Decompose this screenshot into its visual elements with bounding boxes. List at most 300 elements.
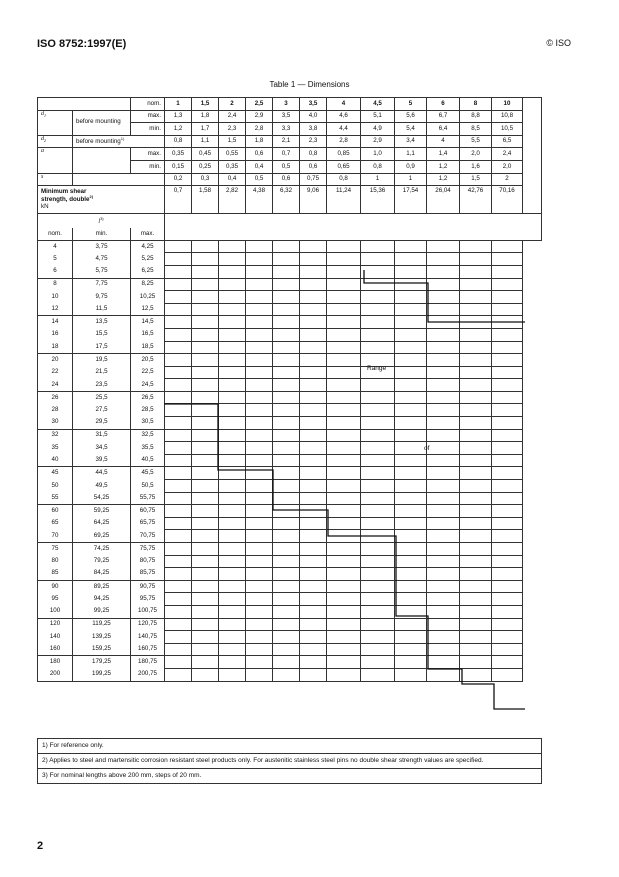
blank-right bbox=[523, 580, 542, 593]
range-cell bbox=[460, 316, 492, 329]
length-max: 200,75 bbox=[131, 668, 165, 681]
range-cell bbox=[300, 480, 327, 493]
symbol-d2: $d_2$ bbox=[38, 135, 73, 148]
range-cell bbox=[273, 341, 300, 354]
range-cell bbox=[300, 354, 327, 367]
blank-right bbox=[523, 656, 542, 669]
d1-max-value: 2,9 bbox=[246, 110, 273, 123]
range-cell bbox=[460, 429, 492, 442]
a-blank bbox=[73, 148, 131, 173]
range-cell bbox=[219, 404, 246, 417]
d2-value: 5,5 bbox=[460, 135, 492, 148]
range-cell bbox=[361, 379, 395, 392]
region-label-range: Range bbox=[367, 365, 387, 372]
d2-value: 1,1 bbox=[192, 135, 219, 148]
range-cell bbox=[395, 303, 427, 316]
range-cell bbox=[395, 454, 427, 467]
length-nom: 30 bbox=[38, 417, 73, 430]
d1-min-value: 5,4 bbox=[395, 123, 427, 136]
range-cell bbox=[327, 480, 361, 493]
a-max-label: max. bbox=[131, 148, 165, 161]
d2-value: 4 bbox=[427, 135, 460, 148]
range-cell bbox=[460, 555, 492, 568]
range-cell bbox=[361, 631, 395, 644]
shear-label-2: strength, double bbox=[41, 196, 90, 204]
length-nom: 28 bbox=[38, 404, 73, 417]
range-cell bbox=[246, 605, 273, 618]
nominal-diameter: 10 bbox=[492, 98, 523, 111]
range-cell bbox=[361, 505, 395, 518]
row-shear bbox=[38, 186, 542, 214]
range-cell bbox=[460, 631, 492, 644]
length-max: 90,75 bbox=[131, 580, 165, 593]
length-nom: 100 bbox=[38, 605, 73, 618]
length-nom: 18 bbox=[38, 341, 73, 354]
d1-max-label: max. bbox=[131, 110, 165, 123]
range-cell bbox=[300, 265, 327, 278]
row-d2 bbox=[38, 135, 542, 148]
range-cell bbox=[300, 291, 327, 304]
length-nom: 4 bbox=[38, 240, 73, 253]
shear-value: 0,7 bbox=[165, 186, 192, 214]
d2-value: 6,5 bbox=[492, 135, 523, 148]
length-nom: 70 bbox=[38, 530, 73, 543]
range-cell bbox=[219, 668, 246, 681]
range-cell bbox=[165, 505, 192, 518]
range-cell bbox=[427, 391, 460, 404]
a-max-value: 0,7 bbox=[273, 148, 300, 161]
a-min-value: 2,0 bbox=[492, 160, 523, 173]
shear-value: 17,54 bbox=[395, 186, 427, 214]
d1-min-value: 10,5 bbox=[492, 123, 523, 136]
range-cell bbox=[492, 530, 523, 543]
blank-right bbox=[523, 240, 542, 253]
d1-min-value: 2,8 bbox=[246, 123, 273, 136]
range-cell bbox=[327, 530, 361, 543]
range-cell bbox=[427, 656, 460, 669]
a-max-value: 1,0 bbox=[361, 148, 395, 161]
blank-right bbox=[523, 517, 542, 530]
range-cell bbox=[492, 605, 523, 618]
range-cell bbox=[300, 643, 327, 656]
range-cell bbox=[300, 530, 327, 543]
s-value: 1 bbox=[395, 173, 427, 186]
range-cell bbox=[427, 429, 460, 442]
length-row bbox=[38, 454, 542, 467]
range-cell bbox=[492, 593, 523, 606]
blank-right bbox=[523, 643, 542, 656]
range-cell bbox=[427, 454, 460, 467]
blank-right bbox=[523, 618, 542, 631]
nom-label: nom. bbox=[131, 98, 165, 111]
range-cell bbox=[246, 278, 273, 291]
range-cell bbox=[460, 265, 492, 278]
range-cell bbox=[246, 354, 273, 367]
range-cell bbox=[273, 316, 300, 329]
range-cell bbox=[460, 442, 492, 455]
range-cell bbox=[165, 391, 192, 404]
length-nom: 6 bbox=[38, 265, 73, 278]
range-cell bbox=[361, 291, 395, 304]
range-cell bbox=[192, 278, 219, 291]
length-row bbox=[38, 278, 542, 291]
length-row bbox=[38, 580, 542, 593]
range-cell bbox=[165, 656, 192, 669]
range-cell bbox=[492, 643, 523, 656]
blank-right bbox=[523, 303, 542, 316]
range-cell bbox=[361, 668, 395, 681]
s-value: 0,5 bbox=[246, 173, 273, 186]
range-cell bbox=[273, 467, 300, 480]
d1-min-value: 4,4 bbox=[327, 123, 361, 136]
d2-value: 2,9 bbox=[361, 135, 395, 148]
range-cell bbox=[395, 391, 427, 404]
range-cell bbox=[300, 278, 327, 291]
blank-right bbox=[523, 568, 542, 581]
range-cell bbox=[246, 328, 273, 341]
range-cell bbox=[395, 643, 427, 656]
range-cell bbox=[300, 555, 327, 568]
range-cell bbox=[300, 391, 327, 404]
s-value: 0,2 bbox=[165, 173, 192, 186]
length-min: 119,25 bbox=[73, 618, 131, 631]
length-max: 70,75 bbox=[131, 530, 165, 543]
range-cell bbox=[165, 643, 192, 656]
d1-max-value: 3,5 bbox=[273, 110, 300, 123]
range-cell bbox=[219, 593, 246, 606]
range-cell bbox=[492, 354, 523, 367]
range-cell bbox=[361, 480, 395, 493]
length-min: 7,75 bbox=[73, 278, 131, 291]
d1-max-value: 5,6 bbox=[395, 110, 427, 123]
range-cell bbox=[246, 265, 273, 278]
s-value: 0,8 bbox=[327, 173, 361, 186]
length-max: 18,5 bbox=[131, 341, 165, 354]
range-cell bbox=[192, 505, 219, 518]
length-max: 5,25 bbox=[131, 253, 165, 266]
length-min: 64,25 bbox=[73, 517, 131, 530]
length-row bbox=[38, 605, 542, 618]
range-cell bbox=[327, 618, 361, 631]
shear-value: 26,04 bbox=[427, 186, 460, 214]
row-d1-max bbox=[38, 110, 542, 123]
nominal-diameter: 8 bbox=[460, 98, 492, 111]
length-max: 35,5 bbox=[131, 442, 165, 455]
range-cell bbox=[165, 417, 192, 430]
range-cell bbox=[165, 454, 192, 467]
range-cell bbox=[492, 517, 523, 530]
length-row bbox=[38, 391, 542, 404]
blank-right bbox=[523, 492, 542, 505]
length-max: 20,5 bbox=[131, 354, 165, 367]
range-cell bbox=[395, 253, 427, 266]
range-cell bbox=[460, 593, 492, 606]
range-cell bbox=[219, 303, 246, 316]
range-cell bbox=[395, 341, 427, 354]
length-row bbox=[38, 366, 542, 379]
range-cell bbox=[219, 379, 246, 392]
range-cell bbox=[273, 240, 300, 253]
nominal-diameter: 4,5 bbox=[361, 98, 395, 111]
row-length-head bbox=[38, 214, 542, 229]
range-cell bbox=[273, 328, 300, 341]
range-cell bbox=[492, 505, 523, 518]
range-cell bbox=[273, 253, 300, 266]
range-cell bbox=[192, 593, 219, 606]
blank-right bbox=[523, 278, 542, 291]
length-min: 17,5 bbox=[73, 341, 131, 354]
range-cell bbox=[427, 580, 460, 593]
range-cell bbox=[395, 543, 427, 556]
a-min-value: 0,4 bbox=[246, 160, 273, 173]
range-cell bbox=[327, 656, 361, 669]
range-cell bbox=[460, 341, 492, 354]
blank-right bbox=[523, 253, 542, 266]
range-cell bbox=[273, 593, 300, 606]
blank-right bbox=[523, 480, 542, 493]
range-cell bbox=[492, 429, 523, 442]
length-nom: 45 bbox=[38, 467, 73, 480]
nominal-diameter: 2,5 bbox=[246, 98, 273, 111]
blank-right bbox=[523, 631, 542, 644]
a-min-label: min. bbox=[131, 160, 165, 173]
range-cell bbox=[246, 240, 273, 253]
blank-right bbox=[523, 505, 542, 518]
length-max: 75,75 bbox=[131, 543, 165, 556]
range-cell bbox=[219, 643, 246, 656]
footnote-1: 1) For reference only. bbox=[37, 738, 542, 754]
length-min: 31,5 bbox=[73, 429, 131, 442]
length-max: 22,5 bbox=[131, 366, 165, 379]
range-cell bbox=[492, 417, 523, 430]
length-min: 74,25 bbox=[73, 543, 131, 556]
range-cell bbox=[395, 467, 427, 480]
a-min-value: 0,15 bbox=[165, 160, 192, 173]
length-min: 49,5 bbox=[73, 480, 131, 493]
length-nom: 8 bbox=[38, 278, 73, 291]
blank-right bbox=[523, 265, 542, 278]
range-cell bbox=[361, 543, 395, 556]
length-max: 4,25 bbox=[131, 240, 165, 253]
symbol-s: s bbox=[38, 173, 73, 186]
range-cell bbox=[273, 291, 300, 304]
range-cell bbox=[395, 429, 427, 442]
range-cell bbox=[165, 253, 192, 266]
blank-right bbox=[523, 467, 542, 480]
range-cell bbox=[460, 454, 492, 467]
range-cell bbox=[300, 303, 327, 316]
range-cell bbox=[192, 303, 219, 316]
range-cell bbox=[361, 656, 395, 669]
d2-value: 1,5 bbox=[219, 135, 246, 148]
range-cell bbox=[165, 480, 192, 493]
range-cell bbox=[165, 278, 192, 291]
a-max-value: 1,4 bbox=[427, 148, 460, 161]
range-cell bbox=[427, 278, 460, 291]
length-row bbox=[38, 568, 542, 581]
row-a-max bbox=[38, 148, 542, 161]
range-cell bbox=[219, 480, 246, 493]
range-cell bbox=[300, 631, 327, 644]
length-row bbox=[38, 492, 542, 505]
range-cell bbox=[246, 568, 273, 581]
range-cell bbox=[427, 253, 460, 266]
length-row bbox=[38, 253, 542, 266]
range-cell bbox=[192, 656, 219, 669]
length-row bbox=[38, 593, 542, 606]
a-min-value: 0,8 bbox=[361, 160, 395, 173]
range-cell bbox=[395, 278, 427, 291]
range-cell bbox=[427, 417, 460, 430]
range-cell bbox=[219, 618, 246, 631]
length-max: 55,75 bbox=[131, 492, 165, 505]
table-caption: Table 1 — Dimensions bbox=[269, 80, 350, 89]
range-cell bbox=[300, 366, 327, 379]
range-cell bbox=[165, 467, 192, 480]
copyright: © ISO bbox=[546, 38, 571, 48]
length-nom: 120 bbox=[38, 618, 73, 631]
range-cell bbox=[219, 291, 246, 304]
range-cell bbox=[165, 442, 192, 455]
shear-value: 15,36 bbox=[361, 186, 395, 214]
length-nom: 60 bbox=[38, 505, 73, 518]
length-row bbox=[38, 505, 542, 518]
range-cell bbox=[460, 580, 492, 593]
range-cell bbox=[492, 631, 523, 644]
range-cell bbox=[327, 341, 361, 354]
length-min: 15,5 bbox=[73, 328, 131, 341]
nominal-diameter: 3,5 bbox=[300, 98, 327, 111]
range-cell bbox=[300, 240, 327, 253]
range-cell bbox=[219, 316, 246, 329]
range-cell bbox=[300, 341, 327, 354]
range-cell bbox=[492, 568, 523, 581]
length-max: 24,5 bbox=[131, 379, 165, 392]
range-cell bbox=[460, 291, 492, 304]
s-value: 0,75 bbox=[300, 173, 327, 186]
s-value: 1 bbox=[361, 173, 395, 186]
range-cell bbox=[246, 656, 273, 669]
range-cell bbox=[192, 480, 219, 493]
range-cell bbox=[300, 668, 327, 681]
shear-value: 4,38 bbox=[246, 186, 273, 214]
range-cell bbox=[273, 429, 300, 442]
range-cell bbox=[327, 454, 361, 467]
length-nom: 65 bbox=[38, 517, 73, 530]
range-cell bbox=[361, 278, 395, 291]
range-cell bbox=[219, 605, 246, 618]
range-cell bbox=[192, 580, 219, 593]
nominal-diameter: 6 bbox=[427, 98, 460, 111]
range-cell bbox=[460, 467, 492, 480]
length-min: 159,25 bbox=[73, 643, 131, 656]
range-cell bbox=[427, 643, 460, 656]
range-cell bbox=[395, 530, 427, 543]
range-cell bbox=[427, 354, 460, 367]
range-cell bbox=[492, 580, 523, 593]
length-nom: 50 bbox=[38, 480, 73, 493]
d1-max-value: 4,0 bbox=[300, 110, 327, 123]
range-cell bbox=[165, 341, 192, 354]
length-nom: 180 bbox=[38, 656, 73, 669]
range-cell bbox=[273, 391, 300, 404]
range-cell bbox=[165, 580, 192, 593]
range-cell bbox=[165, 492, 192, 505]
range-cell bbox=[273, 580, 300, 593]
range-cell bbox=[300, 656, 327, 669]
range-cell bbox=[327, 643, 361, 656]
s-value: 0,3 bbox=[192, 173, 219, 186]
range-cell bbox=[273, 303, 300, 316]
nominal-diameter: 4 bbox=[327, 98, 361, 111]
range-cell bbox=[460, 354, 492, 367]
length-max: 28,5 bbox=[131, 404, 165, 417]
range-cell bbox=[427, 555, 460, 568]
length-min: 34,5 bbox=[73, 442, 131, 455]
range-cell bbox=[427, 316, 460, 329]
range-cell bbox=[460, 492, 492, 505]
d1-max-value: 8,8 bbox=[460, 110, 492, 123]
range-cell bbox=[192, 404, 219, 417]
range-cell bbox=[192, 240, 219, 253]
range-cell bbox=[219, 568, 246, 581]
range-cell bbox=[492, 480, 523, 493]
range-cell bbox=[460, 417, 492, 430]
range-cell bbox=[192, 354, 219, 367]
length-row bbox=[38, 404, 542, 417]
standard-title: ISO 8752:1997(E) bbox=[37, 38, 127, 50]
length-row bbox=[38, 354, 542, 367]
length-min: 54,25 bbox=[73, 492, 131, 505]
length-max: 6,25 bbox=[131, 265, 165, 278]
range-cell bbox=[300, 454, 327, 467]
range-cell bbox=[427, 530, 460, 543]
range-cell bbox=[427, 467, 460, 480]
range-cell bbox=[246, 543, 273, 556]
range-cell bbox=[327, 303, 361, 316]
range-cell bbox=[460, 568, 492, 581]
range-cell bbox=[246, 580, 273, 593]
length-row bbox=[38, 643, 542, 656]
symbol-a: a bbox=[38, 148, 73, 173]
range-cell bbox=[327, 404, 361, 417]
range-cell bbox=[395, 328, 427, 341]
range-cell bbox=[192, 618, 219, 631]
range-cell bbox=[219, 580, 246, 593]
range-cell bbox=[273, 555, 300, 568]
range-cell bbox=[300, 618, 327, 631]
length-min: 11,5 bbox=[73, 303, 131, 316]
range-cell bbox=[219, 391, 246, 404]
range-cell bbox=[165, 291, 192, 304]
blank-right bbox=[523, 291, 542, 304]
blank-right bbox=[523, 391, 542, 404]
s-value: 0,4 bbox=[219, 173, 246, 186]
d1-min-value: 2,3 bbox=[219, 123, 246, 136]
range-cell bbox=[327, 417, 361, 430]
shear-value: 6,32 bbox=[273, 186, 300, 214]
range-cell bbox=[300, 404, 327, 417]
range-cell bbox=[192, 631, 219, 644]
range-cell bbox=[192, 467, 219, 480]
length-min: 79,25 bbox=[73, 555, 131, 568]
length-max: 8,25 bbox=[131, 278, 165, 291]
d2-note bbox=[73, 135, 165, 148]
range-cell bbox=[427, 303, 460, 316]
length-min: 21,5 bbox=[73, 366, 131, 379]
range-cell bbox=[492, 467, 523, 480]
length-row bbox=[38, 656, 542, 669]
